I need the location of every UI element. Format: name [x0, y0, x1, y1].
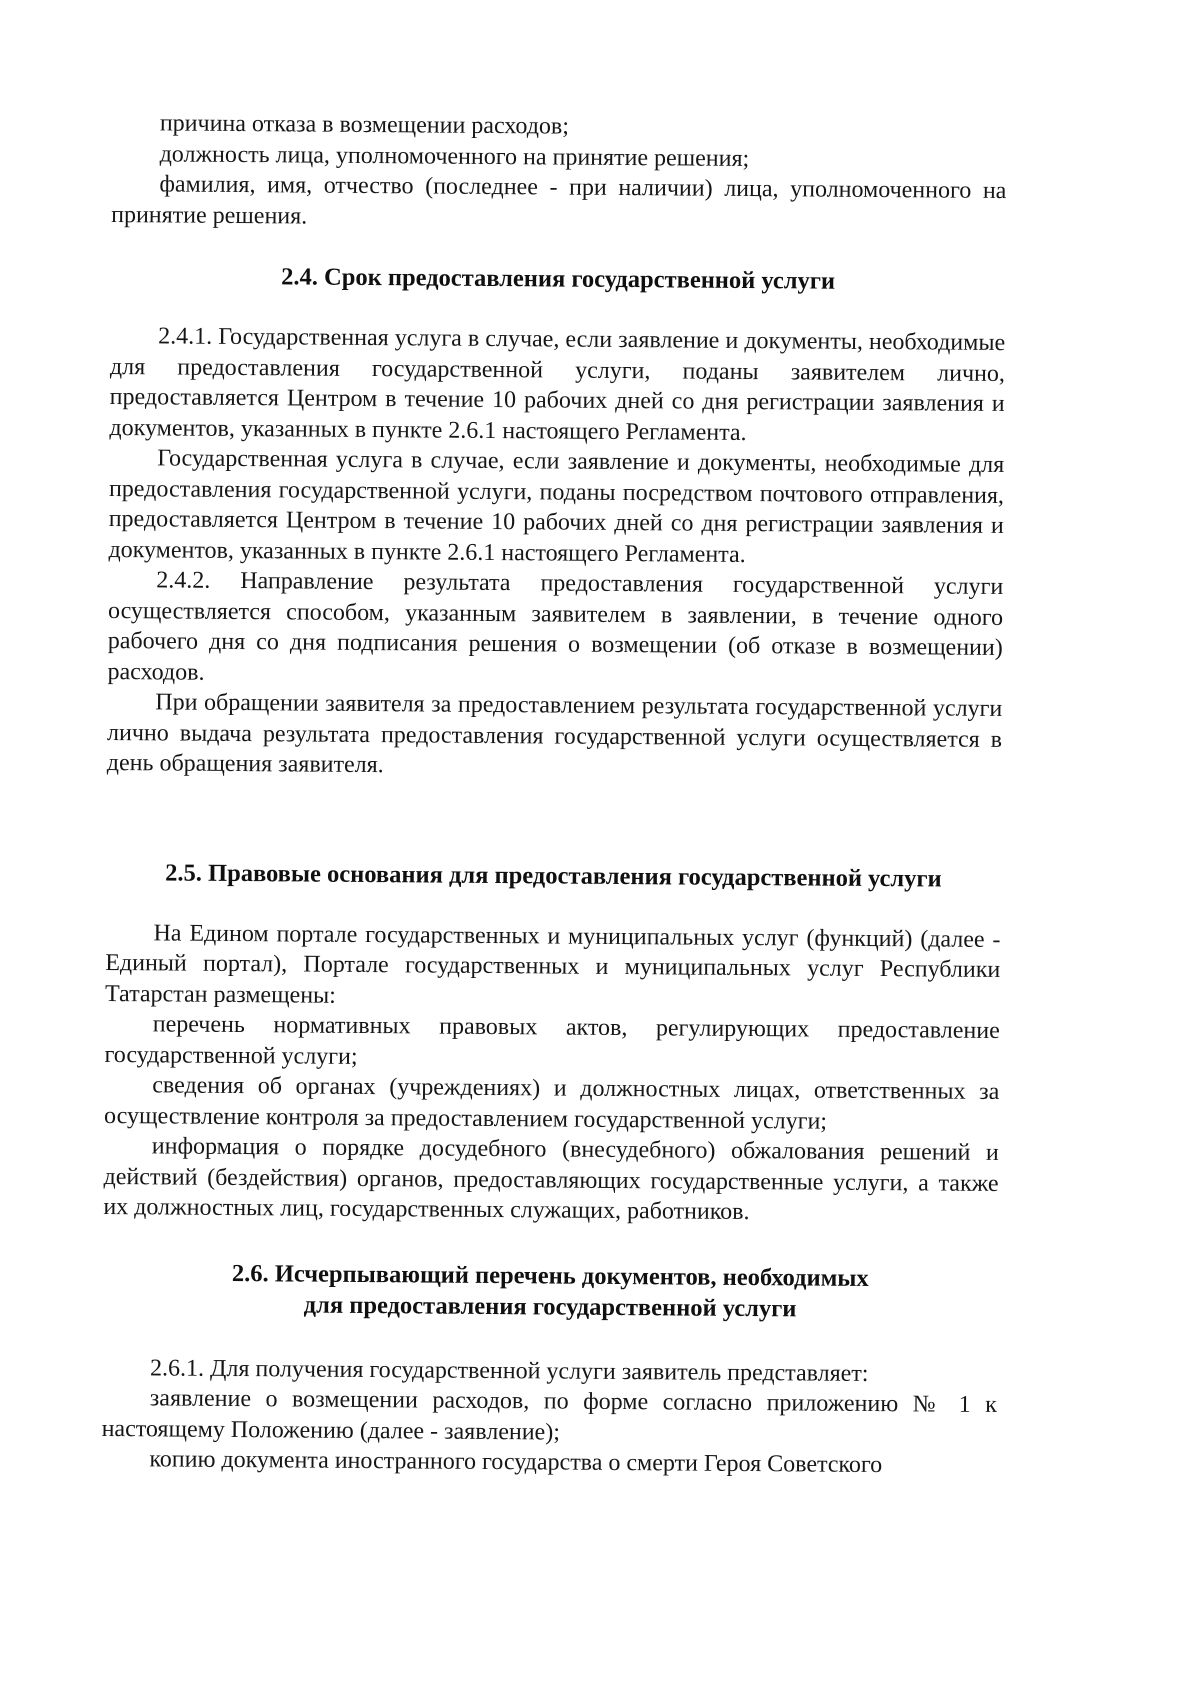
intro-paragraph-1: причина отказа в возмещении расходов;	[159, 110, 570, 140]
intro-paragraph-3: фамилия, имя, отчество (последнее - при наличии) лица, уполномоченного на принятие решения.	[111, 171, 1007, 230]
document-page	[101, 108, 1007, 1481]
section-2-6-heading	[102, 1256, 997, 1325]
section-2-6-heading-line-2: для предоставления государственной услуги	[303, 1291, 797, 1322]
section-2-4-paragraph-3: 2.4.2. Направление результата предоставления государственной услуги осуществляется способом, указанным заявителем в заявлении, в течение одного рабочего дня со дня подписания решения о возмещении (об отказе в возмещении) расходов.	[107, 567, 1004, 686]
section-2-4-paragraph-1: 2.4.1. Государственная услуга в случае, если заявление и документы, необходимые для предоставления государственной услуги, поданы заявителем лично, предоставляется Центром в течение 10 рабочих дней со дня регистрации заявления и документов, указанных в пункте 2.6.1 настоящего Регламента.	[109, 323, 1006, 446]
section-2-6-paragraph-1: 2.6.1. Для получения государственной услуги заявитель представляет:	[150, 1354, 869, 1387]
section-2-4-paragraph-4: При обращении заявителя за предоставлением результата государственной услуги лично выдача результата предоставления государственной услуги осуществляется в день обращения заявителя.	[106, 689, 1003, 779]
section-2-6-paragraph-3: копию документа иностранного государства о смерти Героя Советского	[149, 1446, 883, 1479]
section-2-6-paragraph-2: заявление о возмещении расходов, по форме согласно приложению № 1 к настоящему Положению (далее - заявление);	[101, 1385, 997, 1446]
section-2-5-paragraph-4: информация о порядке досудебного (внесудебного) обжалования решений и действий (бездействия) органов, предоставляющих государственные услуги, а также их должностных лиц, государственных служащих, работников.	[103, 1133, 999, 1226]
section-2-5-heading: 2.5. Правовые основания для предоставления государственной услуги	[165, 858, 942, 893]
intro-paragraph-2: должность лица, уполномоченного на принятие решения;	[159, 140, 750, 172]
section-2-5-paragraph-3: сведения об органах (учреждениях) и должностных лицах, ответственных за осуществление контроля за предоставлением государственной услуги;	[103, 1072, 1000, 1135]
section-2-5-paragraph-1: На Едином портале государственных и муниципальных услуг (функций) (далее - Единый портал), Портале государственных и муниципальных услуг Республики Татарстан размещены:	[104, 919, 1001, 1009]
section-2-4-heading: 2.4. Срок предоставления государственной услуги	[281, 263, 836, 295]
section-2-4-paragraph-2: Государственная услуга в случае, если заявление и документы, необходимые для предоставления государственной услуги, поданы посредством почтового отправления, предоставляется Центром в течение 10 рабочих дней со дня регистрации заявления и документов, указанных в пункте 2.6.1 настоящего Регламента.	[108, 445, 1005, 568]
section-2-6-heading-line-1: 2.6. Исчерпывающий перечень документов, необходимых	[231, 1259, 869, 1292]
section-2-5-paragraph-2: перечень нормативных правовых актов, регулирующих предоставление государственной услуги;	[104, 1011, 1000, 1070]
